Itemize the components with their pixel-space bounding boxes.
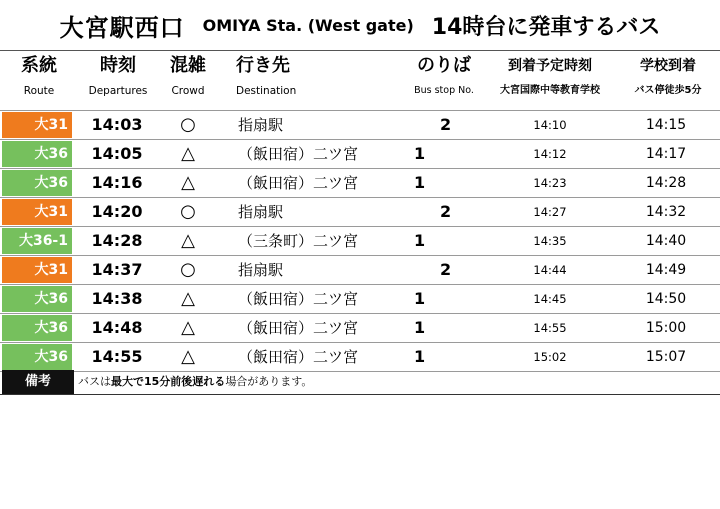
route-badge: 大36 — [2, 344, 72, 370]
bus-stop-number: 1 — [414, 347, 426, 366]
page-subtitle: 14時台に発車するバス — [431, 14, 661, 40]
departure-time: 14:37 — [91, 260, 143, 279]
arrival-time: 14:27 — [533, 205, 567, 219]
departure-time: 14:48 — [91, 318, 143, 337]
remarks-text — [78, 370, 312, 394]
header-route — [0, 52, 78, 102]
route-badge: 大36 — [2, 286, 72, 312]
arrival-time: 14:45 — [533, 292, 567, 306]
header-route-jp: 系統 — [21, 55, 57, 76]
crowd-icon: △ — [181, 317, 195, 338]
crowd-icon: △ — [181, 288, 195, 309]
bus-stop-number: 2 — [440, 202, 452, 221]
departure-time: 14:05 — [91, 144, 143, 163]
table-header — [0, 52, 720, 111]
remarks-label: 備考 — [2, 370, 74, 394]
school-arrival-time: 15:07 — [645, 349, 687, 365]
school-arrival-time: 14:28 — [645, 175, 687, 191]
departure-time: 14:16 — [91, 173, 143, 192]
bus-stop-number: 2 — [440, 260, 452, 279]
destination: 指扇駅 — [238, 116, 284, 134]
header-destination-jp: 行き先 — [236, 55, 290, 76]
route-badge: 大31 — [2, 257, 72, 283]
crowd-icon: ○ — [180, 259, 196, 280]
remarks-row — [0, 370, 720, 395]
header-arrival — [488, 52, 612, 102]
destination: （飯田宿）二ツ宮 — [238, 145, 359, 163]
arrival-time: 15:02 — [533, 350, 567, 364]
arrival-time: 14:10 — [533, 118, 567, 132]
departure-time: 14:28 — [91, 231, 143, 250]
crowd-icon: ○ — [180, 201, 196, 222]
table-row — [0, 111, 720, 140]
station-name-jp: 大宮駅西口 — [59, 13, 185, 42]
header-arrival-jp: 到着予定時刻 — [508, 58, 592, 74]
departure-time: 14:38 — [91, 289, 143, 308]
crowd-icon: △ — [181, 230, 195, 251]
header-school-jp: 学校到着 — [640, 58, 696, 74]
school-arrival-time: 14:32 — [645, 204, 687, 220]
school-arrival-time: 14:50 — [645, 291, 687, 307]
table-row — [0, 256, 720, 285]
destination: （飯田宿）二ツ宮 — [238, 348, 359, 366]
departure-time: 14:55 — [91, 347, 143, 366]
header-arrival-sub: 大宮国際中等教育学校 — [500, 85, 600, 96]
remarks-text-a: バスは — [78, 375, 111, 388]
header-crowd — [160, 52, 216, 102]
bus-stop-number: 1 — [414, 173, 426, 192]
table-row — [0, 343, 720, 372]
school-arrival-time: 15:00 — [645, 320, 687, 336]
header-route-en: Route — [23, 85, 55, 97]
arrival-time: 14:23 — [533, 176, 567, 190]
header-crowd-en: Crowd — [171, 85, 205, 97]
table-row — [0, 198, 720, 227]
header-time-en: Departures — [88, 85, 148, 97]
arrival-time: 14:35 — [533, 234, 567, 248]
arrival-time: 14:12 — [533, 147, 567, 161]
destination: （飯田宿）二ツ宮 — [238, 319, 359, 337]
destination: 指扇駅 — [238, 261, 284, 279]
crowd-icon: △ — [181, 172, 195, 193]
bus-stop-number: 1 — [414, 318, 426, 337]
header-time-jp: 時刻 — [100, 55, 136, 76]
departure-time: 14:03 — [91, 115, 143, 134]
crowd-icon: △ — [181, 346, 195, 367]
table-row — [0, 169, 720, 198]
destination: （三条町）二ツ宮 — [238, 232, 359, 250]
school-arrival-time: 14:49 — [645, 262, 687, 278]
route-badge: 大31 — [2, 199, 72, 225]
route-badge: 大36 — [2, 170, 72, 196]
school-arrival-time: 14:17 — [645, 146, 687, 162]
header-school-sub: バス停徒歩5分 — [634, 85, 702, 96]
departure-time: 14:20 — [91, 202, 143, 221]
header-crowd-jp: 混雑 — [170, 55, 206, 76]
header-stop — [404, 52, 484, 102]
timetable — [0, 111, 720, 372]
remarks-text-c: 場合があります。 — [225, 375, 313, 388]
table-row — [0, 227, 720, 256]
bus-stop-number: 1 — [414, 144, 426, 163]
bus-stop-number: 2 — [440, 115, 452, 134]
header-school — [620, 52, 716, 102]
crowd-icon: △ — [181, 143, 195, 164]
route-badge: 大31 — [2, 112, 72, 138]
route-badge: 大36 — [2, 141, 72, 167]
crowd-icon: ○ — [180, 114, 196, 135]
table-row — [0, 314, 720, 343]
header-stop-en: Bus stop No. — [414, 85, 474, 96]
route-badge: 大36-1 — [2, 228, 72, 254]
bus-stop-number: 1 — [414, 289, 426, 308]
remarks-text-b: 最大で15分前後遅れる — [111, 375, 226, 388]
school-arrival-time: 14:15 — [645, 117, 687, 133]
bus-stop-number: 1 — [414, 231, 426, 250]
destination: 指扇駅 — [238, 203, 284, 221]
destination: （飯田宿）二ツ宮 — [238, 174, 359, 192]
arrival-time: 14:44 — [533, 263, 567, 277]
table-row — [0, 140, 720, 169]
route-badge: 大36 — [2, 315, 72, 341]
table-row — [0, 285, 720, 314]
header-stop-jp: のりば — [417, 55, 471, 76]
header-destination — [236, 52, 316, 102]
arrival-time: 14:55 — [533, 321, 567, 335]
station-name-en: OMIYA Sta. (West gate) — [202, 15, 414, 35]
school-arrival-time: 14:40 — [645, 233, 687, 249]
header-destination-en: Destination — [236, 85, 297, 97]
title-bar — [0, 0, 720, 51]
header-time — [78, 52, 158, 102]
destination: （飯田宿）二ツ宮 — [238, 290, 359, 308]
